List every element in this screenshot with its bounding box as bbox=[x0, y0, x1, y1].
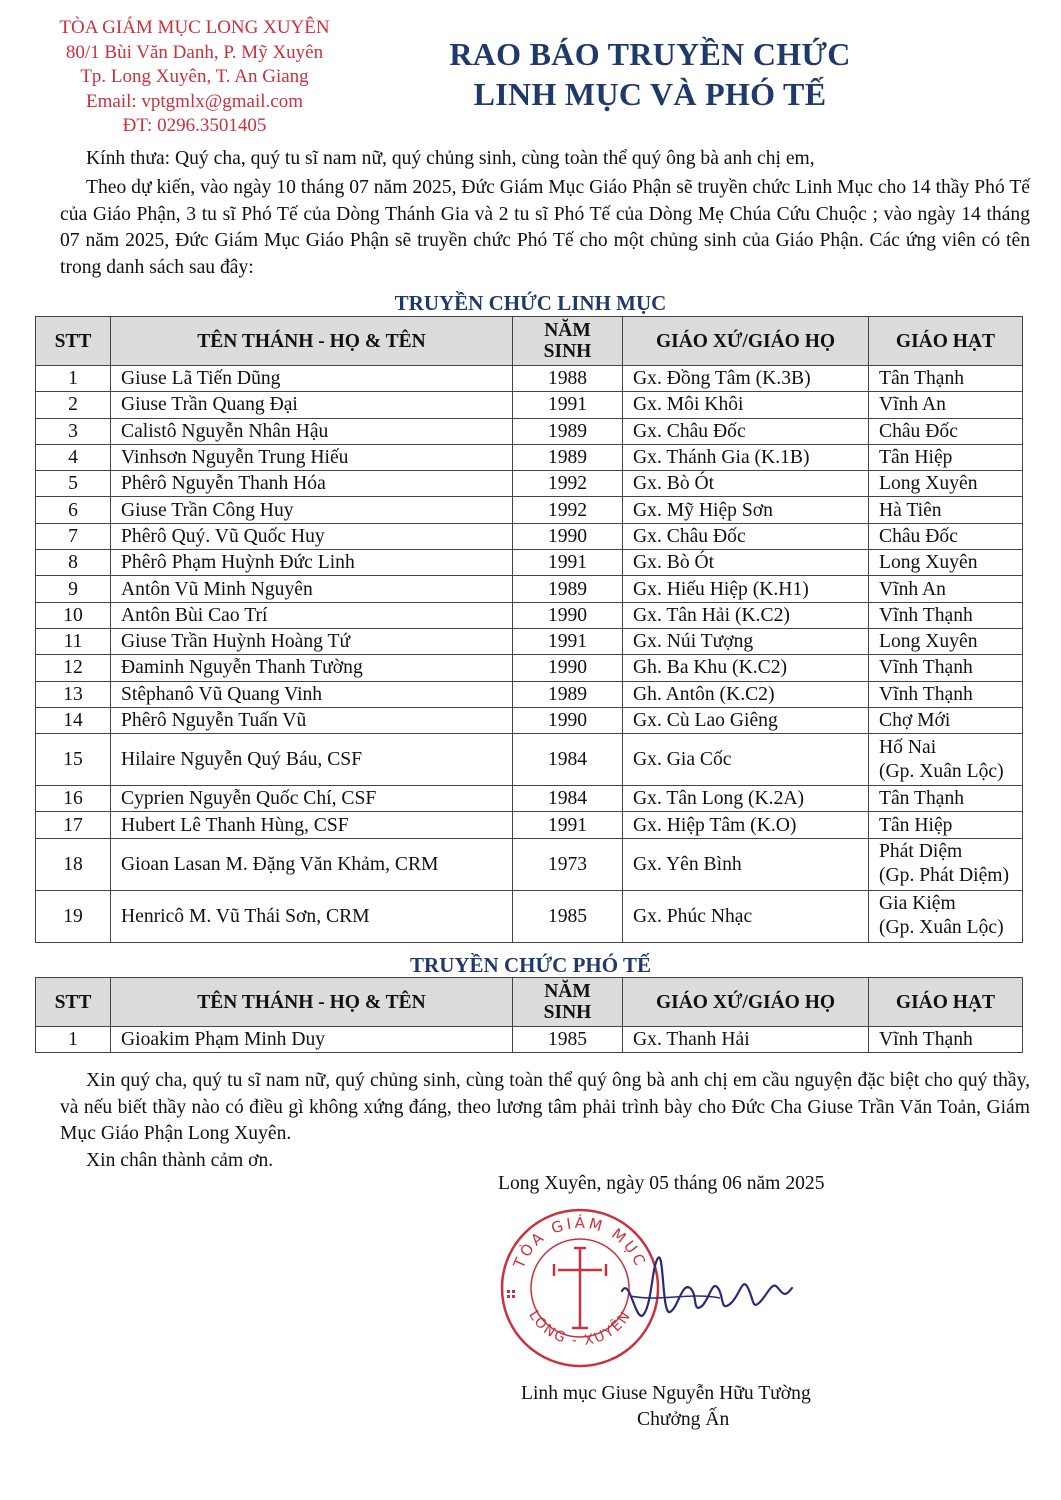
cell-year: 1990 bbox=[513, 602, 623, 628]
cell-parish: Gx. Phúc Nhạc bbox=[623, 890, 869, 942]
cell-stt: 17 bbox=[36, 812, 111, 838]
cell-stt: 9 bbox=[36, 576, 111, 602]
cell-name: Gioakim Phạm Minh Duy bbox=[111, 1027, 513, 1053]
cell-deanery-line-1: Châu Đốc bbox=[879, 420, 958, 442]
cell-deanery-line-1: Vĩnh An bbox=[879, 394, 946, 416]
table-row bbox=[36, 890, 1023, 942]
cell-deanery-line-1: Chợ Mới bbox=[879, 710, 951, 731]
cell-name: Cyprien Nguyễn Quốc Chí, CSF bbox=[111, 786, 513, 812]
table-row bbox=[36, 838, 1023, 890]
cell-deanery bbox=[869, 523, 1023, 549]
cell-deanery-line-2: (Gp. Xuân Lộc) bbox=[879, 917, 1004, 939]
cell-deanery bbox=[869, 471, 1023, 497]
header-name: TÊN THÁNH - HỌ & TÊN bbox=[111, 978, 513, 1027]
cell-year: 1989 bbox=[513, 576, 623, 602]
table-row bbox=[36, 734, 1023, 786]
cell-deanery-line-1: Châu Đốc bbox=[879, 525, 958, 547]
table-row bbox=[36, 628, 1023, 654]
intro-paragraph: Theo dự kiến, vào ngày 10 tháng 07 năm 2025, Đức Giám Mục Giáo Phận sẽ truyền chức Linh Mục cho 14 thầy Phó Tế của Giáo Phận, 3 tu sĩ Phó Tế của Dòng Thánh Gia và 2 tu sĩ Phó Tế của Dòng Mẹ Chúa Cứu Chuộc ; vào ngày 14 tháng 07 năm 2025, Đức Giám Mục Giáo Phận sẽ truyền chức Phó Tế cho một chủng sinh của Giáo Phận. Các ứng viên có tên trong danh sách sau đây: bbox=[60, 177, 1030, 278]
cell-year: 1991 bbox=[513, 392, 623, 418]
cell-deanery bbox=[869, 838, 1023, 890]
cell-deanery bbox=[869, 890, 1023, 942]
table-row bbox=[36, 471, 1023, 497]
cell-parish: Gx. Gia Cốc bbox=[623, 734, 869, 786]
deacon-table bbox=[35, 977, 1023, 1053]
cell-parish: Gx. Hiệp Tâm (K.O) bbox=[623, 812, 869, 838]
cell-parish: Gx. Đồng Tâm (K.3B) bbox=[623, 366, 869, 392]
cell-stt: 2 bbox=[36, 392, 111, 418]
cell-year: 1991 bbox=[513, 628, 623, 654]
cell-deanery bbox=[869, 786, 1023, 812]
cell-name: Vinhsơn Nguyễn Trung Hiếu bbox=[111, 444, 513, 470]
priest-table bbox=[35, 316, 1023, 943]
cell-deanery-line-1: Tân Hiệp bbox=[879, 814, 953, 836]
cell-deanery bbox=[869, 497, 1023, 523]
table-row bbox=[36, 444, 1023, 470]
signer-title: Chưởng Ấn bbox=[637, 1409, 730, 1430]
cell-year: 1991 bbox=[513, 812, 623, 838]
cell-deanery-line-1: Vĩnh Thạnh bbox=[879, 683, 973, 705]
cell-deanery bbox=[869, 655, 1023, 681]
cell-deanery bbox=[869, 707, 1023, 733]
cell-stt: 3 bbox=[36, 418, 111, 444]
cell-year: 1989 bbox=[513, 444, 623, 470]
cell-stt: 5 bbox=[36, 471, 111, 497]
cell-deanery-line-2: (Gp. Phát Diệm) bbox=[879, 865, 1010, 887]
cell-stt: 16 bbox=[36, 786, 111, 812]
cell-stt: 8 bbox=[36, 550, 111, 576]
cell-parish: Gx. Yên Bình bbox=[623, 838, 869, 890]
cell-year: 1989 bbox=[513, 418, 623, 444]
cell-stt: 12 bbox=[36, 655, 111, 681]
cell-deanery bbox=[869, 444, 1023, 470]
cell-deanery-line-2: (Gp. Xuân Lộc) bbox=[879, 760, 1004, 782]
header-year bbox=[513, 978, 623, 1027]
cell-deanery bbox=[869, 576, 1023, 602]
cell-year: 1985 bbox=[513, 1027, 623, 1053]
cell-deanery bbox=[869, 681, 1023, 707]
cell-deanery-line-1: Vĩnh An bbox=[879, 578, 946, 600]
cell-parish: Gx. Tân Long (K.2A) bbox=[623, 786, 869, 812]
stamp-dots-icon bbox=[507, 1290, 515, 1298]
cell-name: Antôn Bùi Cao Trí bbox=[111, 602, 513, 628]
deacon-table-header bbox=[36, 978, 1023, 1027]
thanks-line: Xin chân thành cảm ơn. bbox=[86, 1150, 274, 1171]
priest-table-header bbox=[36, 317, 1023, 366]
cell-stt: 19 bbox=[36, 890, 111, 942]
cell-parish: Gx. Tân Hải (K.C2) bbox=[623, 602, 869, 628]
title-line-2: LINH MỤC VÀ PHÓ TẾ bbox=[473, 76, 827, 112]
cell-deanery-line-1: Hà Tiên bbox=[879, 499, 942, 521]
cell-parish: Gx. Môi Khôi bbox=[623, 392, 869, 418]
table-row bbox=[36, 576, 1023, 602]
cell-year: 1990 bbox=[513, 655, 623, 681]
date-line: Long Xuyên, ngày 05 tháng 06 năm 2025 bbox=[498, 1173, 825, 1194]
cell-deanery bbox=[869, 1027, 1023, 1053]
cell-deanery-line-1: Tân Thạnh bbox=[879, 788, 965, 810]
cell-deanery-line-1: Tân Hiệp bbox=[879, 447, 953, 469]
cell-parish: Gx. Châu Đốc bbox=[623, 523, 869, 549]
cell-deanery-line-1: Tân Thạnh bbox=[879, 368, 965, 390]
cell-year: 1989 bbox=[513, 681, 623, 707]
cell-name: Antôn Vũ Minh Nguyên bbox=[111, 576, 513, 602]
closing-paragraph: Xin quý cha, quý tu sĩ nam nữ, quý chủng sinh, cùng toàn thể quý ông bà anh chị em cầu nguyện đặc biệt cho quý thầy, và nếu biết thầy nào có điều gì không xứng đáng, theo lương tâm phải trình bày cho Đức Cha Giuse Trần Văn Toản, Giám Mục Giáo Phận Long Xuyên. bbox=[60, 1070, 1030, 1144]
cell-stt: 15 bbox=[36, 734, 111, 786]
sender-email: Email: vptgmlx@gmail.com bbox=[86, 90, 303, 112]
cross-icon bbox=[554, 1248, 606, 1328]
cell-name: Đaminh Nguyễn Thanh Tường bbox=[111, 655, 513, 681]
sender-address-1: 80/1 Bùi Văn Danh, P. Mỹ Xuyên bbox=[65, 41, 324, 63]
cell-year: 1984 bbox=[513, 734, 623, 786]
cell-stt: 13 bbox=[36, 681, 111, 707]
header-year-line-2: SINH bbox=[543, 341, 592, 362]
cell-year: 1991 bbox=[513, 550, 623, 576]
table-row bbox=[36, 812, 1023, 838]
table-row bbox=[36, 786, 1023, 812]
cell-year: 1985 bbox=[513, 890, 623, 942]
cell-year: 1992 bbox=[513, 471, 623, 497]
table-row bbox=[36, 550, 1023, 576]
table-row bbox=[36, 681, 1023, 707]
table-row bbox=[36, 392, 1023, 418]
cell-year: 1992 bbox=[513, 497, 623, 523]
cell-name: Calistô Nguyễn Nhân Hậu bbox=[111, 418, 513, 444]
header-deanery: GIÁO HẠT bbox=[869, 317, 1023, 366]
header-parish: GIÁO XỨ/GIÁO HỌ bbox=[623, 317, 869, 366]
sender-address-2: Tp. Long Xuyên, T. An Giang bbox=[80, 66, 309, 87]
cell-deanery bbox=[869, 418, 1023, 444]
cell-year: 1988 bbox=[513, 366, 623, 392]
table-row bbox=[36, 523, 1023, 549]
cell-parish: Gx. Thánh Gia (K.1B) bbox=[623, 444, 869, 470]
cell-stt: 1 bbox=[36, 366, 111, 392]
cell-stt: 4 bbox=[36, 444, 111, 470]
header-stt: STT bbox=[36, 978, 111, 1027]
cell-deanery-line-1: Long Xuyên bbox=[879, 473, 978, 495]
cell-deanery-line-1: Long Xuyên bbox=[879, 552, 978, 574]
deacon-section-title: TRUYỀN CHỨC PHÓ TẾ bbox=[410, 953, 651, 977]
cell-parish: Gx. Mỹ Hiệp Sơn bbox=[623, 497, 869, 523]
header-parish: GIÁO XỨ/GIÁO HỌ bbox=[623, 978, 869, 1027]
cell-name: Phêrô Quý. Vũ Quốc Huy bbox=[111, 523, 513, 549]
sender-org: TÒA GIÁM MỤC LONG XUYÊN bbox=[59, 17, 330, 38]
cell-parish: Gh. Antôn (K.C2) bbox=[623, 681, 869, 707]
table-row bbox=[36, 602, 1023, 628]
cell-deanery-line-1: Hố Nai bbox=[879, 736, 937, 758]
cell-name: Henricô M. Vũ Thái Sơn, CRM bbox=[111, 890, 513, 942]
cell-parish: Gx. Thanh Hải bbox=[623, 1027, 869, 1053]
header-year bbox=[513, 317, 623, 366]
cell-stt: 1 bbox=[36, 1027, 111, 1053]
cell-name: Phêrô Nguyễn Tuấn Vũ bbox=[111, 707, 513, 733]
cell-name: Stêphanô Vũ Quang Vinh bbox=[111, 681, 513, 707]
header-name: TÊN THÁNH - HỌ & TÊN bbox=[111, 317, 513, 366]
cell-stt: 7 bbox=[36, 523, 111, 549]
cell-deanery bbox=[869, 550, 1023, 576]
cell-deanery-line-1: Vĩnh Thạnh bbox=[879, 657, 973, 679]
header-year-line-1: NĂM bbox=[544, 320, 591, 341]
table-row bbox=[36, 497, 1023, 523]
cell-stt: 18 bbox=[36, 838, 111, 890]
cell-deanery bbox=[869, 628, 1023, 654]
cell-parish: Gx. Châu Đốc bbox=[623, 418, 869, 444]
cell-stt: 6 bbox=[36, 497, 111, 523]
sender-block bbox=[22, 16, 367, 139]
cell-deanery-line-1: Vĩnh Thạnh bbox=[879, 604, 973, 626]
cell-stt: 10 bbox=[36, 602, 111, 628]
header-stt: STT bbox=[36, 317, 111, 366]
header-year-line-1: NĂM bbox=[544, 981, 591, 1002]
document-title bbox=[395, 34, 905, 114]
cell-deanery bbox=[869, 812, 1023, 838]
cell-parish: Gx. Núi Tượng bbox=[623, 628, 869, 654]
cell-name: Giuse Trần Công Huy bbox=[111, 497, 513, 523]
cell-deanery bbox=[869, 366, 1023, 392]
cell-year: 1990 bbox=[513, 523, 623, 549]
cell-name: Gioan Lasan M. Đặng Văn Khảm, CRM bbox=[111, 838, 513, 890]
header-deanery: GIÁO HẠT bbox=[869, 978, 1023, 1027]
cell-year: 1984 bbox=[513, 786, 623, 812]
cell-parish: Gx. Bò Ót bbox=[623, 550, 869, 576]
greeting: Kính thưa: Quý cha, quý tu sĩ nam nữ, quý chủng sinh, cùng toàn thể quý ông bà anh chị em, bbox=[86, 148, 815, 169]
signer-name: Linh mục Giuse Nguyễn Hữu Tường bbox=[521, 1383, 811, 1404]
cell-name: Hilaire Nguyễn Quý Báu, CSF bbox=[111, 734, 513, 786]
stamp-top-text: TÒA GIÁM MỤC bbox=[509, 1213, 651, 1271]
cell-year: 1990 bbox=[513, 707, 623, 733]
cell-name: Hubert Lê Thanh Hùng, CSF bbox=[111, 812, 513, 838]
cell-deanery-line-1: Vĩnh Thạnh bbox=[879, 1029, 973, 1051]
table-row bbox=[36, 418, 1023, 444]
cell-name: Giuse Trần Quang Đại bbox=[111, 392, 513, 418]
sender-phone: ĐT: 0296.3501405 bbox=[122, 115, 267, 136]
stamp-bottom-text: LONG - XUYÊN bbox=[525, 1307, 635, 1349]
table-row bbox=[36, 1027, 1023, 1053]
cell-name: Phêrô Phạm Huỳnh Đức Linh bbox=[111, 550, 513, 576]
cell-parish: Gx. Hiếu Hiệp (K.H1) bbox=[623, 576, 869, 602]
cell-name: Giuse Trần Huỳnh Hoàng Tứ bbox=[111, 628, 513, 654]
cell-parish: Gx. Cù Lao Giêng bbox=[623, 707, 869, 733]
header-year-line-2: SINH bbox=[543, 1002, 592, 1023]
cell-deanery-line-1: Phát Diệm bbox=[879, 841, 963, 863]
cell-parish: Gx. Bò Ót bbox=[623, 471, 869, 497]
cell-name: Giuse Lã Tiến Dũng bbox=[111, 366, 513, 392]
cell-stt: 11 bbox=[36, 628, 111, 654]
cell-deanery-line-1: Long Xuyên bbox=[879, 631, 978, 653]
table-row bbox=[36, 655, 1023, 681]
table-row bbox=[36, 366, 1023, 392]
cell-deanery-line-1: Gia Kiệm bbox=[879, 893, 956, 915]
cell-deanery bbox=[869, 392, 1023, 418]
title-line-1: RAO BÁO TRUYỀN CHỨC bbox=[449, 36, 851, 72]
cell-year: 1973 bbox=[513, 838, 623, 890]
cell-parish: Gh. Ba Khu (K.C2) bbox=[623, 655, 869, 681]
cell-deanery bbox=[869, 602, 1023, 628]
table-row bbox=[36, 707, 1023, 733]
cell-name: Phêrô Nguyễn Thanh Hóa bbox=[111, 471, 513, 497]
priest-section-title: TRUYỀN CHỨC LINH MỤC bbox=[394, 291, 667, 315]
cell-deanery bbox=[869, 734, 1023, 786]
cell-stt: 14 bbox=[36, 707, 111, 733]
signature bbox=[600, 1236, 800, 1346]
